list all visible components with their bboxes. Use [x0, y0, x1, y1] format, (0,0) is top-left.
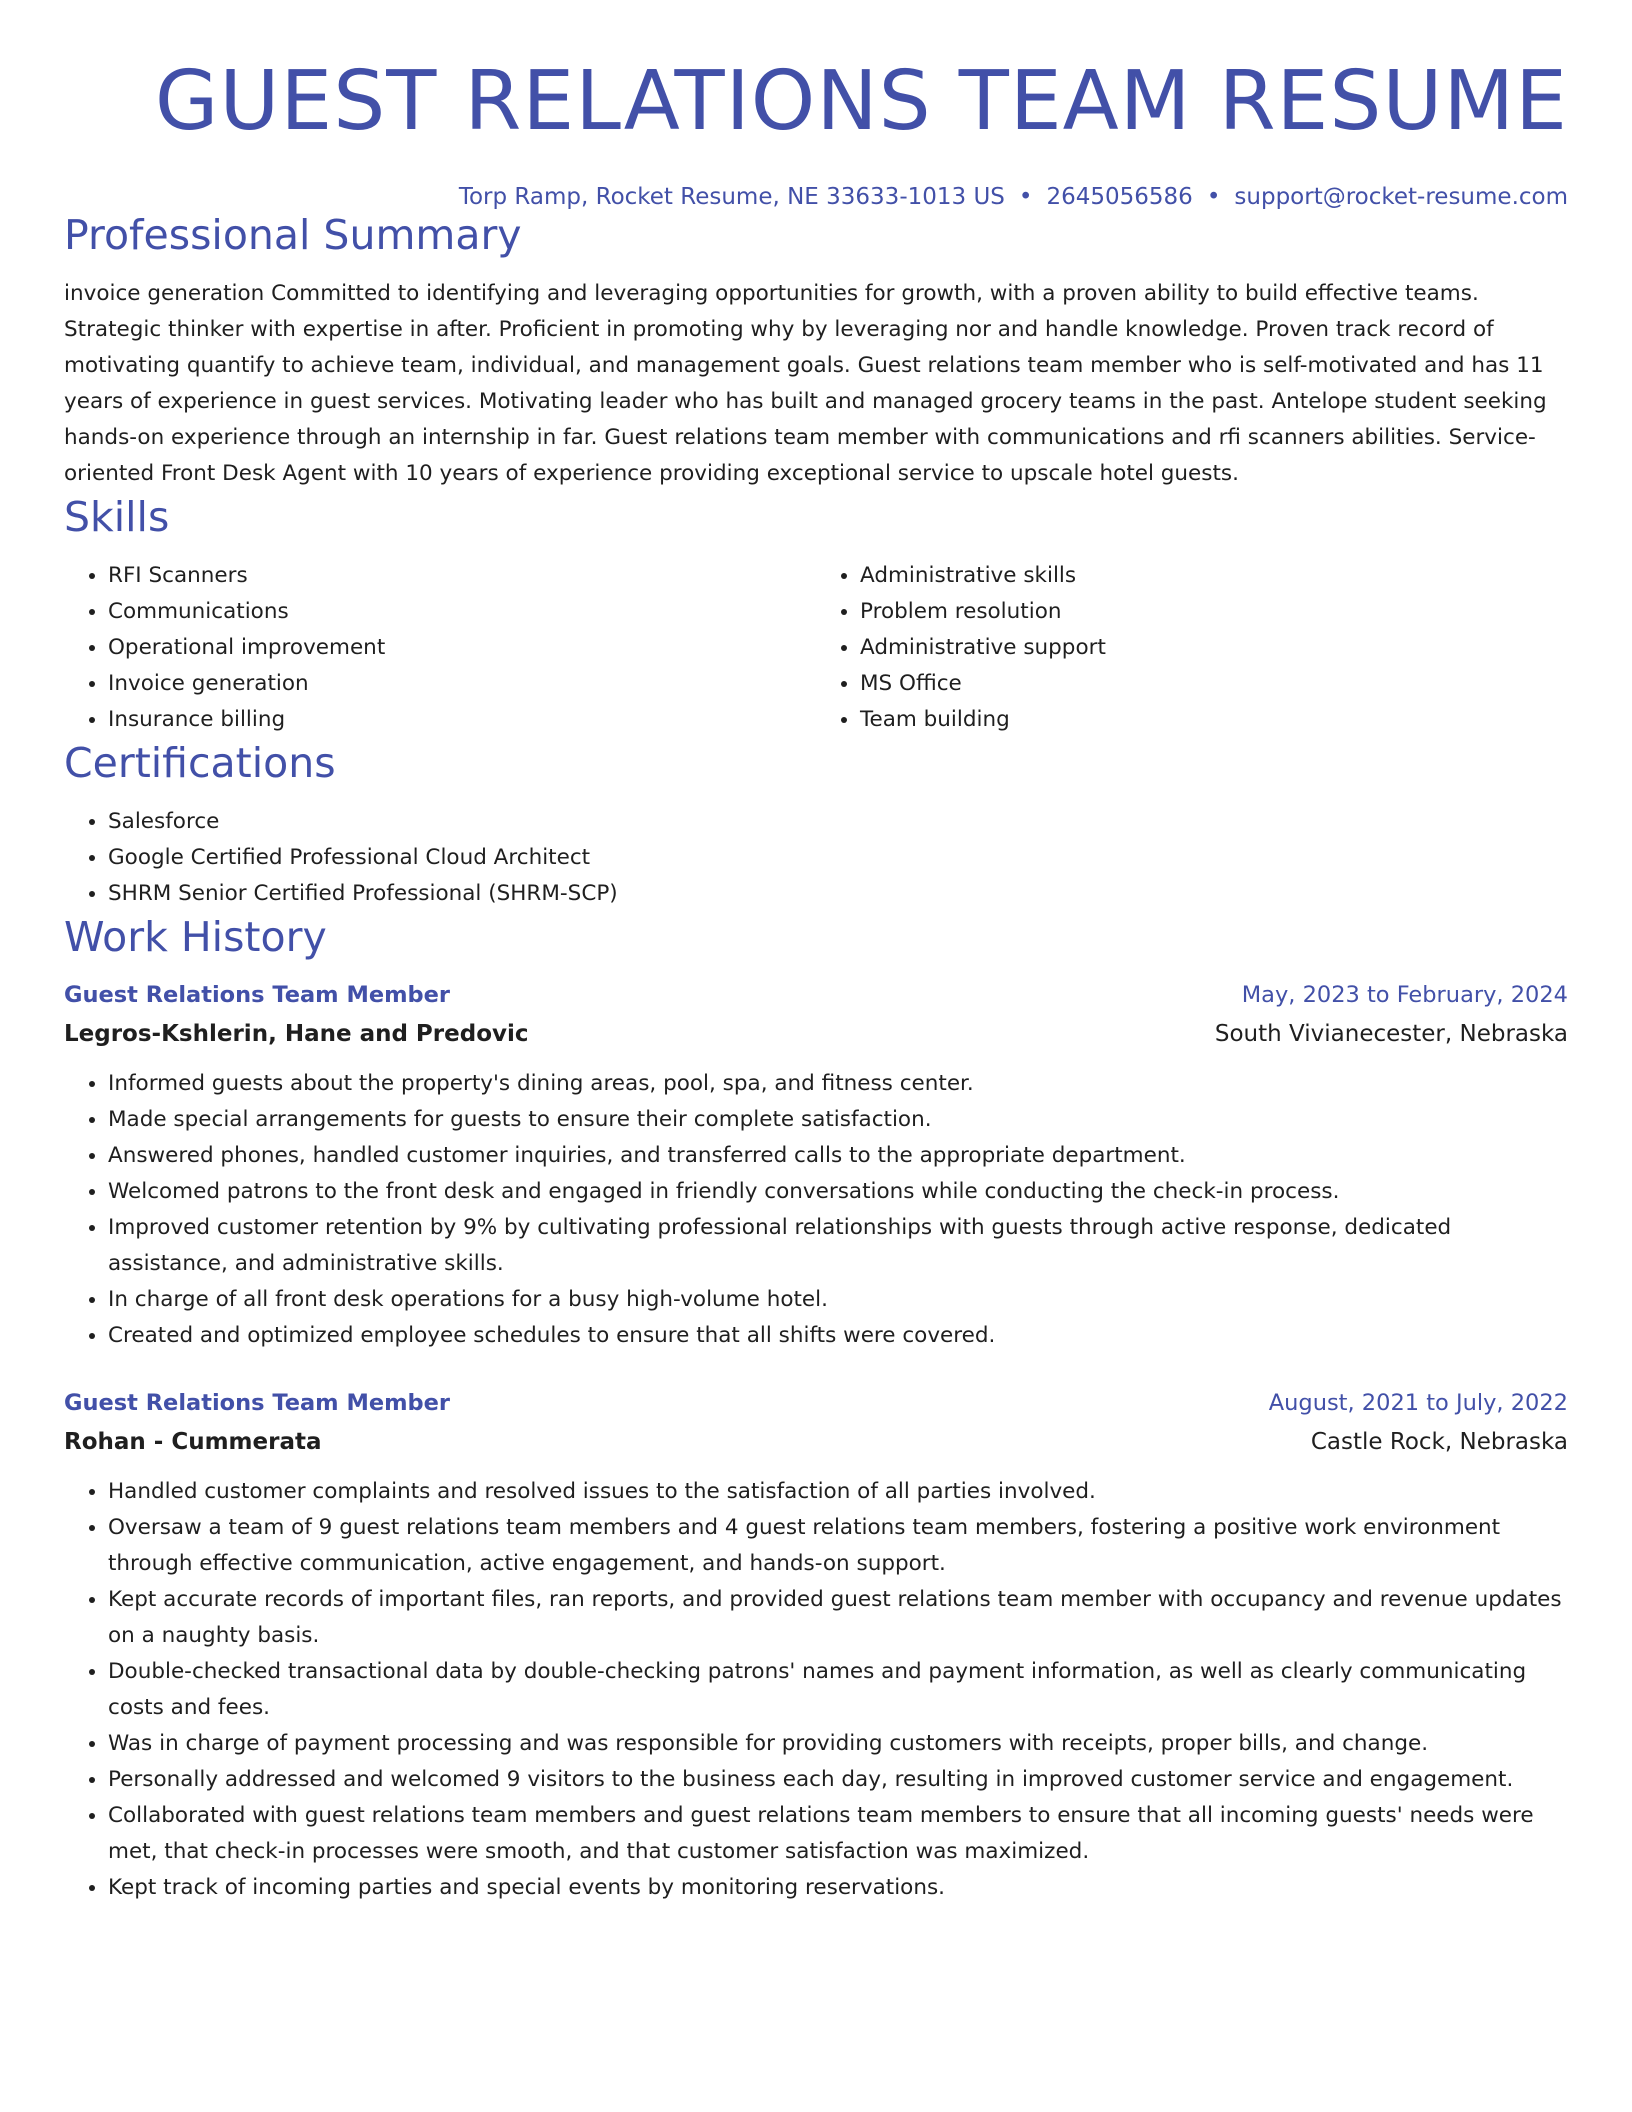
- job-bullet: • Kept accurate records of important files, ran reports, and provided guest relations team member with occupancy and revenue updates on a naughty basis.: [108, 1582, 1568, 1654]
- job-dates: May, 2023 to February, 2024: [1241, 982, 1568, 1008]
- job-bullet: • Answered phones, handled customer inquiries, and transferred calls to the appropriate department.: [108, 1138, 1568, 1174]
- job-bullet: • Double-checked transactional data by double-checking patrons' names and payment information, as well as clearly communicating costs and fees.: [108, 1654, 1568, 1726]
- skill-item: • Insurance billing: [108, 702, 816, 738]
- job-bullet: • Collaborated with guest relations team members and guest relations team members to ensure that all incoming guests' needs were met, that check-in processes were smooth, and that customer satisfaction was maximized.: [108, 1798, 1568, 1870]
- job-bullet: • Handled customer complaints and resolved issues to the satisfaction of all parties involved.: [108, 1474, 1568, 1510]
- job-bullet: • Created and optimized employee schedules to ensure that all shifts were covered.: [108, 1318, 1568, 1354]
- certification-item: • Salesforce: [108, 804, 1568, 840]
- work-history-heading: Work History: [64, 913, 327, 961]
- job-bullet: • In charge of all front desk operations for a busy high-volume hotel.: [108, 1282, 1568, 1318]
- skill-item: • Operational improvement: [108, 630, 816, 666]
- skill-item: • Invoice generation: [108, 666, 816, 702]
- job-bullet: • Personally addressed and welcomed 9 visitors to the business each day, resulting in improved customer service and engagement.: [108, 1762, 1568, 1798]
- certification-item: • SHRM Senior Certified Professional (SHRM-SCP): [108, 876, 1568, 912]
- contact-separator: •: [1018, 184, 1033, 210]
- job-title: Guest Relations Team Member: [64, 982, 451, 1008]
- skills-heading: Skills: [64, 493, 170, 541]
- job-entry: [64, 1384, 1568, 1906]
- skills-list: [64, 558, 1568, 738]
- skills-column-left: [64, 558, 816, 738]
- contact-separator: •: [1206, 184, 1221, 210]
- job-bullet: • Made special arrangements for guests to ensure their complete satisfaction.: [108, 1102, 1568, 1138]
- skill-item: • Problem resolution: [860, 594, 1568, 630]
- certifications-heading: Certifications: [64, 739, 336, 787]
- contact-address: Torp Ramp, Rocket Resume, NE 33633-1013 US: [458, 184, 1005, 210]
- skills-column-right: [816, 558, 1568, 738]
- contact-phone: 2645056586: [1046, 184, 1193, 210]
- job-bullet: • Oversaw a team of 9 guest relations team members and 4 guest relations team members, fostering a positive work environment through effective communication, active engagement, and hands-on support.: [108, 1510, 1568, 1582]
- certification-item: • Google Certified Professional Cloud Architect: [108, 840, 1568, 876]
- job-bullets: [64, 1474, 1568, 1906]
- job-bullet: • Improved customer retention by 9% by cultivating professional relationships with guests through active response, dedicated assistance, and administrative skills.: [108, 1210, 1568, 1282]
- job-bullets: [64, 1066, 1568, 1354]
- job-location: South Vivianecester, Nebraska: [1214, 1021, 1568, 1047]
- job-company: Rohan - Cummerata: [64, 1429, 322, 1455]
- job-bullet: • Informed guests about the property's dining areas, pool, spa, and fitness center.: [108, 1066, 1568, 1102]
- job-location: Castle Rock, Nebraska: [1310, 1429, 1568, 1455]
- skill-item: • MS Office: [860, 666, 1568, 702]
- skill-item: • RFI Scanners: [108, 558, 816, 594]
- contact-email[interactable]: support@rocket-resume.com: [1234, 184, 1568, 210]
- summary-text: invoice generation Committed to identifying and leveraging opportunities for growth, with a proven ability to build effective teams. Strategic thinker with expertise in after. Proficient in promoting why by leveraging nor and handle knowledge. Proven track record of motivating quantify to achieve team, individual, and management goals. Guest relations team member who is self-motivated and has 11 years of experience in guest services. Motivating leader who has built and managed grocery teams in the past. Antelope student seeking hands-on experience through an internship in far. Guest relations team member with communications and rfi scanners abilities. Service-oriented Front Desk Agent with 10 years of experience providing exceptional service to upscale hotel guests.: [64, 281, 1547, 486]
- skill-item: • Communications: [108, 594, 816, 630]
- skill-item: • Administrative support: [860, 630, 1568, 666]
- job-dates: August, 2021 to July, 2022: [1268, 1390, 1568, 1416]
- job-bullet: • Was in charge of payment processing and was responsible for providing customers with receipts, proper bills, and change.: [108, 1726, 1568, 1762]
- skill-item: • Team building: [860, 702, 1568, 738]
- job-company-row: [64, 1422, 1568, 1462]
- contact-line: [64, 184, 1568, 210]
- job-bullet: • Kept track of incoming parties and special events by monitoring reservations.: [108, 1870, 1568, 1906]
- resume-title: GUEST RELATIONS TEAM RESUME: [154, 54, 1568, 149]
- job-bullet: • Welcomed patrons to the front desk and engaged in friendly conversations while conducting the check-in process.: [108, 1174, 1568, 1210]
- summary-heading: Professional Summary: [64, 211, 522, 259]
- job-entry: [64, 976, 1568, 1354]
- job-title: Guest Relations Team Member: [64, 1390, 451, 1416]
- job-header-row: [64, 1384, 1568, 1422]
- resume-header: [64, 0, 1568, 210]
- job-header-row: [64, 976, 1568, 1014]
- skill-item: • Administrative skills: [860, 558, 1568, 594]
- certifications-list: [64, 804, 1568, 912]
- job-company: Legros-Kshlerin, Hane and Predovic: [64, 1021, 529, 1047]
- job-company-row: [64, 1014, 1568, 1054]
